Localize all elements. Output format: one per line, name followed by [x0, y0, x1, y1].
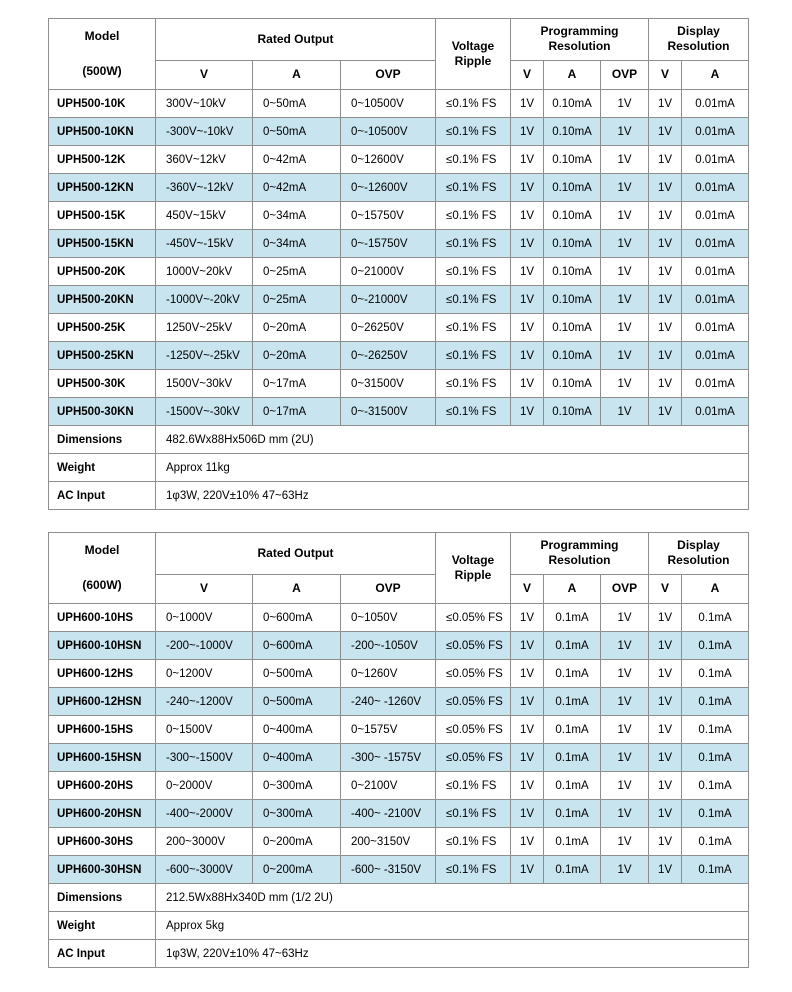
a-cell: 0~25mA — [253, 286, 341, 314]
a-cell: 0~500mA — [253, 660, 341, 688]
spec-table-600w — [48, 532, 749, 968]
v-cell: -200~-1000V — [156, 632, 253, 660]
model-cell: UPH600-20HS — [49, 772, 156, 800]
da-cell: 0.01mA — [682, 230, 749, 258]
table-body — [49, 604, 749, 884]
ripple-cell: ≤0.05% FS — [436, 716, 511, 744]
ripple-cell: ≤0.1% FS — [436, 174, 511, 202]
ovp-cell: 0~-21000V — [341, 286, 436, 314]
a-cell: 0~400mA — [253, 744, 341, 772]
spec-row — [49, 688, 749, 716]
v-cell: -360V~-12kV — [156, 174, 253, 202]
v-cell: 1000V~20kV — [156, 258, 253, 286]
model-cell: UPH500-10KN — [49, 118, 156, 146]
povp-cell: 1V — [601, 314, 649, 342]
spec-row — [49, 230, 749, 258]
model-header-wattage: (500W) — [82, 64, 122, 78]
rated-v-header: V — [156, 60, 253, 89]
a-cell: 0~200mA — [253, 828, 341, 856]
model-cell: UPH500-10K — [49, 90, 156, 118]
rated-output-header: Rated Output — [156, 533, 436, 575]
a-cell: 0~42mA — [253, 146, 341, 174]
footer-label: AC Input — [49, 940, 156, 968]
display-resolution-header: Display Resolution — [649, 19, 749, 61]
ovp-cell: 0~-10500V — [341, 118, 436, 146]
programming-resolution-header: Programming Resolution — [511, 533, 649, 575]
povp-cell: 1V — [601, 688, 649, 716]
v-cell: -1500V~-30kV — [156, 398, 253, 426]
v-cell: 450V~15kV — [156, 202, 253, 230]
pv-cell: 1V — [511, 398, 544, 426]
ripple-cell: ≤0.1% FS — [436, 856, 511, 884]
table-footer — [49, 884, 749, 968]
footer-value: Approx 11kg — [156, 454, 749, 482]
spec-row — [49, 202, 749, 230]
dv-cell: 1V — [649, 146, 682, 174]
dv-cell: 1V — [649, 744, 682, 772]
spec-row — [49, 174, 749, 202]
v-cell: 0~1000V — [156, 604, 253, 632]
v-cell: 0~1500V — [156, 716, 253, 744]
footer-value: 1φ3W, 220V±10% 47~63Hz — [156, 482, 749, 510]
dv-cell: 1V — [649, 688, 682, 716]
ripple-cell: ≤0.05% FS — [436, 632, 511, 660]
rated-a-header: A — [253, 60, 341, 89]
spec-row — [49, 370, 749, 398]
ovp-cell: 0~26250V — [341, 314, 436, 342]
dv-cell: 1V — [649, 398, 682, 426]
spec-row — [49, 342, 749, 370]
disp-a-header: A — [682, 60, 749, 89]
footer-row — [49, 912, 749, 940]
povp-cell: 1V — [601, 716, 649, 744]
povp-cell: 1V — [601, 398, 649, 426]
spec-table-500w — [48, 18, 749, 510]
spec-row — [49, 146, 749, 174]
v-cell: -300~-1500V — [156, 744, 253, 772]
pa-cell: 0.10mA — [544, 286, 601, 314]
pa-cell: 0.1mA — [544, 856, 601, 884]
dv-cell: 1V — [649, 174, 682, 202]
v-cell: -240~-1200V — [156, 688, 253, 716]
model-cell: UPH600-15HSN — [49, 744, 156, 772]
pv-cell: 1V — [511, 118, 544, 146]
pa-cell: 0.10mA — [544, 342, 601, 370]
povp-cell: 1V — [601, 90, 649, 118]
pv-cell: 1V — [511, 828, 544, 856]
pv-cell: 1V — [511, 146, 544, 174]
pv-cell: 1V — [511, 660, 544, 688]
footer-row — [49, 884, 749, 912]
voltage-ripple-header: Voltage Ripple — [436, 533, 511, 604]
pa-cell: 0.10mA — [544, 118, 601, 146]
da-cell: 0.01mA — [682, 314, 749, 342]
ripple-cell: ≤0.1% FS — [436, 398, 511, 426]
footer-row — [49, 482, 749, 510]
a-cell: 0~300mA — [253, 772, 341, 800]
spec-row — [49, 716, 749, 744]
prog-v-header: V — [511, 60, 544, 89]
v-cell: 0~2000V — [156, 772, 253, 800]
dv-cell: 1V — [649, 604, 682, 632]
dv-cell: 1V — [649, 230, 682, 258]
v-cell: -450V~-15kV — [156, 230, 253, 258]
pv-cell: 1V — [511, 174, 544, 202]
dv-cell: 1V — [649, 828, 682, 856]
footer-row — [49, 426, 749, 454]
pa-cell: 0.1mA — [544, 604, 601, 632]
spec-row — [49, 660, 749, 688]
dv-cell: 1V — [649, 632, 682, 660]
v-cell: 1250V~25kV — [156, 314, 253, 342]
spec-row — [49, 828, 749, 856]
ripple-cell: ≤0.1% FS — [436, 828, 511, 856]
ovp-cell: 0~31500V — [341, 370, 436, 398]
prog-ovp-header: OVP — [601, 574, 649, 603]
table-body — [49, 90, 749, 426]
footer-value: 1φ3W, 220V±10% 47~63Hz — [156, 940, 749, 968]
povp-cell: 1V — [601, 202, 649, 230]
pa-cell: 0.10mA — [544, 174, 601, 202]
footer-label: Dimensions — [49, 426, 156, 454]
pv-cell: 1V — [511, 258, 544, 286]
pv-cell: 1V — [511, 744, 544, 772]
da-cell: 0.1mA — [682, 660, 749, 688]
pv-cell: 1V — [511, 202, 544, 230]
dv-cell: 1V — [649, 258, 682, 286]
pa-cell: 0.10mA — [544, 398, 601, 426]
povp-cell: 1V — [601, 370, 649, 398]
da-cell: 0.01mA — [682, 174, 749, 202]
pv-cell: 1V — [511, 772, 544, 800]
model-cell: UPH500-15K — [49, 202, 156, 230]
v-cell: 0~1200V — [156, 660, 253, 688]
pa-cell: 0.1mA — [544, 744, 601, 772]
da-cell: 0.1mA — [682, 744, 749, 772]
ovp-cell: 0~-12600V — [341, 174, 436, 202]
ovp-cell: -600~ -3150V — [341, 856, 436, 884]
ripple-cell: ≤0.1% FS — [436, 118, 511, 146]
povp-cell: 1V — [601, 342, 649, 370]
v-cell: -300V~-10kV — [156, 118, 253, 146]
da-cell: 0.01mA — [682, 118, 749, 146]
pa-cell: 0.10mA — [544, 314, 601, 342]
da-cell: 0.1mA — [682, 856, 749, 884]
pv-cell: 1V — [511, 342, 544, 370]
model-cell: UPH600-10HS — [49, 604, 156, 632]
dv-cell: 1V — [649, 772, 682, 800]
da-cell: 0.1mA — [682, 688, 749, 716]
ripple-cell: ≤0.1% FS — [436, 800, 511, 828]
ripple-cell: ≤0.1% FS — [436, 258, 511, 286]
ripple-cell: ≤0.1% FS — [436, 90, 511, 118]
da-cell: 0.01mA — [682, 146, 749, 174]
model-header — [49, 533, 156, 604]
spec-row — [49, 604, 749, 632]
pa-cell: 0.1mA — [544, 772, 601, 800]
da-cell: 0.01mA — [682, 398, 749, 426]
spec-row — [49, 258, 749, 286]
a-cell: 0~500mA — [253, 688, 341, 716]
rated-ovp-header: OVP — [341, 60, 436, 89]
ovp-cell: 0~1260V — [341, 660, 436, 688]
spec-row — [49, 772, 749, 800]
pv-cell: 1V — [511, 90, 544, 118]
ovp-cell: 0~12600V — [341, 146, 436, 174]
dv-cell: 1V — [649, 202, 682, 230]
ovp-cell: -200~-1050V — [341, 632, 436, 660]
model-cell: UPH500-12KN — [49, 174, 156, 202]
v-cell: 360V~12kV — [156, 146, 253, 174]
pa-cell: 0.1mA — [544, 688, 601, 716]
v-cell: -1000V~-20kV — [156, 286, 253, 314]
rated-a-header: A — [253, 574, 341, 603]
a-cell: 0~600mA — [253, 632, 341, 660]
spec-row — [49, 800, 749, 828]
da-cell: 0.01mA — [682, 286, 749, 314]
model-cell: UPH600-12HS — [49, 660, 156, 688]
pv-cell: 1V — [511, 716, 544, 744]
a-cell: 0~200mA — [253, 856, 341, 884]
pv-cell: 1V — [511, 632, 544, 660]
dv-cell: 1V — [649, 286, 682, 314]
pa-cell: 0.1mA — [544, 632, 601, 660]
table-footer — [49, 426, 749, 510]
model-header-wattage: (600W) — [82, 578, 122, 592]
povp-cell: 1V — [601, 258, 649, 286]
model-cell: UPH500-20K — [49, 258, 156, 286]
ripple-cell: ≤0.1% FS — [436, 146, 511, 174]
ovp-cell: -300~ -1575V — [341, 744, 436, 772]
a-cell: 0~600mA — [253, 604, 341, 632]
ripple-cell: ≤0.05% FS — [436, 688, 511, 716]
a-cell: 0~50mA — [253, 90, 341, 118]
ovp-cell: -240~ -1260V — [341, 688, 436, 716]
pv-cell: 1V — [511, 230, 544, 258]
povp-cell: 1V — [601, 632, 649, 660]
prog-ovp-header: OVP — [601, 60, 649, 89]
ripple-cell: ≤0.1% FS — [436, 286, 511, 314]
dv-cell: 1V — [649, 660, 682, 688]
spec-row — [49, 118, 749, 146]
ripple-cell: ≤0.1% FS — [436, 342, 511, 370]
disp-a-header: A — [682, 574, 749, 603]
model-cell: UPH500-15KN — [49, 230, 156, 258]
rated-output-header: Rated Output — [156, 19, 436, 61]
povp-cell: 1V — [601, 744, 649, 772]
ovp-cell: 0~-31500V — [341, 398, 436, 426]
povp-cell: 1V — [601, 772, 649, 800]
povp-cell: 1V — [601, 660, 649, 688]
model-cell: UPH500-30K — [49, 370, 156, 398]
povp-cell: 1V — [601, 230, 649, 258]
model-cell: UPH500-20KN — [49, 286, 156, 314]
disp-v-header: V — [649, 60, 682, 89]
dv-cell: 1V — [649, 90, 682, 118]
da-cell: 0.1mA — [682, 772, 749, 800]
pv-cell: 1V — [511, 688, 544, 716]
ovp-cell: 0~1575V — [341, 716, 436, 744]
dv-cell: 1V — [649, 856, 682, 884]
ripple-cell: ≤0.05% FS — [436, 660, 511, 688]
ripple-cell: ≤0.1% FS — [436, 202, 511, 230]
footer-label: Weight — [49, 454, 156, 482]
da-cell: 0.01mA — [682, 258, 749, 286]
a-cell: 0~400mA — [253, 716, 341, 744]
spec-row — [49, 632, 749, 660]
da-cell: 0.1mA — [682, 828, 749, 856]
povp-cell: 1V — [601, 286, 649, 314]
table-header — [49, 19, 749, 90]
model-cell: UPH500-25K — [49, 314, 156, 342]
ovp-cell: 0~10500V — [341, 90, 436, 118]
model-cell: UPH500-25KN — [49, 342, 156, 370]
prog-a-header: A — [544, 60, 601, 89]
pv-cell: 1V — [511, 604, 544, 632]
a-cell: 0~25mA — [253, 258, 341, 286]
a-cell: 0~50mA — [253, 118, 341, 146]
dv-cell: 1V — [649, 314, 682, 342]
spec-row — [49, 856, 749, 884]
ovp-cell: 0~-26250V — [341, 342, 436, 370]
dv-cell: 1V — [649, 342, 682, 370]
da-cell: 0.01mA — [682, 202, 749, 230]
pa-cell: 0.10mA — [544, 146, 601, 174]
ovp-cell: 0~1050V — [341, 604, 436, 632]
model-header-label: Model — [84, 543, 120, 557]
pa-cell: 0.10mA — [544, 202, 601, 230]
povp-cell: 1V — [601, 800, 649, 828]
ovp-cell: -400~ -2100V — [341, 800, 436, 828]
ripple-cell: ≤0.1% FS — [436, 370, 511, 398]
model-cell: UPH600-10HSN — [49, 632, 156, 660]
rated-ovp-header: OVP — [341, 574, 436, 603]
ovp-cell: 0~21000V — [341, 258, 436, 286]
v-cell: -600~-3000V — [156, 856, 253, 884]
footer-row — [49, 454, 749, 482]
disp-v-header: V — [649, 574, 682, 603]
footer-label: Dimensions — [49, 884, 156, 912]
ovp-cell: 200~3150V — [341, 828, 436, 856]
povp-cell: 1V — [601, 828, 649, 856]
model-cell: UPH500-12K — [49, 146, 156, 174]
v-cell: 200~3000V — [156, 828, 253, 856]
v-cell: 300V~10kV — [156, 90, 253, 118]
programming-resolution-header: Programming Resolution — [511, 19, 649, 61]
pv-cell: 1V — [511, 314, 544, 342]
ripple-cell: ≤0.05% FS — [436, 604, 511, 632]
da-cell: 0.01mA — [682, 90, 749, 118]
footer-label: AC Input — [49, 482, 156, 510]
footer-value: Approx 5kg — [156, 912, 749, 940]
a-cell: 0~34mA — [253, 202, 341, 230]
povp-cell: 1V — [601, 174, 649, 202]
ovp-cell: 0~15750V — [341, 202, 436, 230]
dv-cell: 1V — [649, 800, 682, 828]
v-cell: -1250V~-25kV — [156, 342, 253, 370]
ripple-cell: ≤0.1% FS — [436, 230, 511, 258]
ovp-cell: 0~2100V — [341, 772, 436, 800]
prog-v-header: V — [511, 574, 544, 603]
pa-cell: 0.10mA — [544, 90, 601, 118]
da-cell: 0.1mA — [682, 716, 749, 744]
ripple-cell: ≤0.1% FS — [436, 314, 511, 342]
a-cell: 0~300mA — [253, 800, 341, 828]
dv-cell: 1V — [649, 118, 682, 146]
prog-a-header: A — [544, 574, 601, 603]
da-cell: 0.1mA — [682, 604, 749, 632]
spec-row — [49, 286, 749, 314]
pa-cell: 0.10mA — [544, 370, 601, 398]
pv-cell: 1V — [511, 370, 544, 398]
spec-row — [49, 314, 749, 342]
model-header-label: Model — [84, 29, 120, 43]
pa-cell: 0.1mA — [544, 828, 601, 856]
da-cell: 0.1mA — [682, 800, 749, 828]
a-cell: 0~34mA — [253, 230, 341, 258]
ovp-cell: 0~-15750V — [341, 230, 436, 258]
a-cell: 0~20mA — [253, 314, 341, 342]
model-cell: UPH600-15HS — [49, 716, 156, 744]
footer-row — [49, 940, 749, 968]
pa-cell: 0.10mA — [544, 258, 601, 286]
povp-cell: 1V — [601, 604, 649, 632]
v-cell: -400~-2000V — [156, 800, 253, 828]
povp-cell: 1V — [601, 146, 649, 174]
v-cell: 1500V~30kV — [156, 370, 253, 398]
rated-v-header: V — [156, 574, 253, 603]
model-cell: UPH600-30HSN — [49, 856, 156, 884]
dv-cell: 1V — [649, 370, 682, 398]
da-cell: 0.1mA — [682, 632, 749, 660]
spec-row — [49, 90, 749, 118]
dv-cell: 1V — [649, 716, 682, 744]
povp-cell: 1V — [601, 856, 649, 884]
footer-label: Weight — [49, 912, 156, 940]
model-cell: UPH600-12HSN — [49, 688, 156, 716]
footer-value: 482.6Wx88Hx506D mm (2U) — [156, 426, 749, 454]
ripple-cell: ≤0.05% FS — [436, 744, 511, 772]
model-cell: UPH600-30HS — [49, 828, 156, 856]
a-cell: 0~20mA — [253, 342, 341, 370]
pa-cell: 0.10mA — [544, 230, 601, 258]
model-cell: UPH500-30KN — [49, 398, 156, 426]
footer-value: 212.5Wx88Hx340D mm (1/2 2U) — [156, 884, 749, 912]
pv-cell: 1V — [511, 856, 544, 884]
spec-row — [49, 398, 749, 426]
a-cell: 0~42mA — [253, 174, 341, 202]
pa-cell: 0.1mA — [544, 660, 601, 688]
da-cell: 0.01mA — [682, 342, 749, 370]
pa-cell: 0.1mA — [544, 800, 601, 828]
model-header — [49, 19, 156, 90]
ripple-cell: ≤0.1% FS — [436, 772, 511, 800]
model-cell: UPH600-20HSN — [49, 800, 156, 828]
a-cell: 0~17mA — [253, 398, 341, 426]
spec-row — [49, 744, 749, 772]
a-cell: 0~17mA — [253, 370, 341, 398]
povp-cell: 1V — [601, 118, 649, 146]
pa-cell: 0.1mA — [544, 716, 601, 744]
table-header — [49, 533, 749, 604]
voltage-ripple-header: Voltage Ripple — [436, 19, 511, 90]
pv-cell: 1V — [511, 286, 544, 314]
da-cell: 0.01mA — [682, 370, 749, 398]
pv-cell: 1V — [511, 800, 544, 828]
display-resolution-header: Display Resolution — [649, 533, 749, 575]
